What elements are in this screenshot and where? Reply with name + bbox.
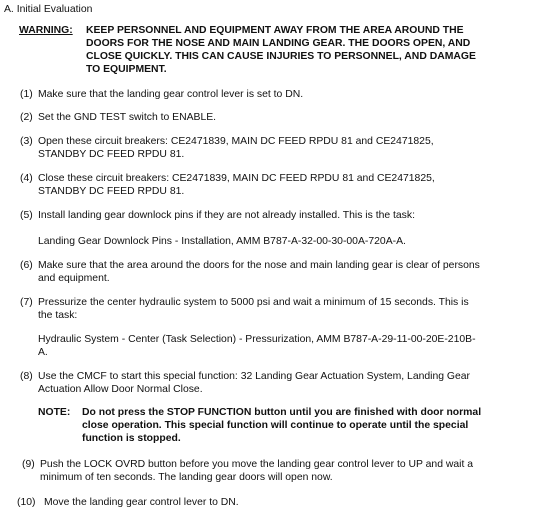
step-8-line-2: Actuation Allow Door Normal Close.: [38, 384, 203, 395]
step-7-number: (7): [20, 297, 33, 308]
step-4-number: (4): [20, 173, 33, 184]
step-7-task-reference-line-2: A.: [38, 347, 48, 358]
step-8-number: (8): [20, 371, 33, 382]
warning-line-3: CLOSE QUICKLY. THIS CAN CAUSE INJURIES TO PERSONNEL, AND DAMAGE: [86, 51, 476, 62]
warning-line-2: DOORS FOR THE NOSE AND MAIN LANDING GEAR. THE DOORS OPEN, AND: [86, 38, 471, 49]
step-3-number: (3): [20, 136, 33, 147]
note-line-1: Do not press the STOP FUNCTION button until you are finished with door normal: [82, 407, 482, 418]
step-6-number: (6): [20, 260, 33, 271]
step-3-line-2: STANDBY DC FEED RPDU 81.: [38, 149, 185, 160]
step-8-line-1: Use the CMCF to start this special function: 32 Landing Gear Actuation System, Landing Gear: [38, 371, 471, 382]
note-label: NOTE:: [38, 407, 71, 418]
step-7-line-2: the task:: [38, 310, 78, 321]
step-9-line-1: Push the LOCK OVRD button before you move the landing gear control lever to UP and wait a: [40, 459, 473, 470]
step-5-number: (5): [20, 210, 33, 221]
note-line-2: close operation. This special function will continue to operate until the special: [82, 420, 469, 431]
step-4-line-2: STANDBY DC FEED RPDU 81.: [38, 186, 185, 197]
step-10-line-1: Move the landing gear control lever to DN.: [44, 497, 239, 508]
note-line-3: function is stopped.: [82, 433, 181, 444]
step-3-line-1: Open these circuit breakers: CE2471839, MAIN DC FEED RPDU 81 and CE2471825,: [38, 136, 434, 147]
step-6-line-1: Make sure that the area around the doors for the nose and main landing gear is clear of persons: [38, 260, 480, 271]
step-9-number: (9): [22, 459, 35, 470]
step-1-number: (1): [20, 89, 33, 100]
step-10-number: (10): [17, 497, 36, 508]
step-6-line-2: and equipment.: [38, 273, 110, 284]
warning-line-4: TO EQUIPMENT.: [86, 64, 167, 75]
step-4-line-1: Close these circuit breakers: CE2471839, MAIN DC FEED RPDU 81 and CE2471825,: [38, 173, 435, 184]
step-7-line-1: Pressurize the center hydraulic system to 5000 psi and wait a minimum of 15 seconds. This is: [38, 297, 469, 308]
step-7-task-reference-line-1: Hydraulic System - Center (Task Selection) - Pressurization, AMM B787-A-29-11-00-20E-210B-: [38, 334, 476, 345]
step-2-line-1: Set the GND TEST switch to ENABLE.: [38, 112, 217, 123]
step-5-task-reference: Landing Gear Downlock Pins - Installation, AMM B787-A-32-00-30-00A-720A-A.: [38, 236, 406, 247]
step-9-line-2: minimum of ten seconds. The landing gear doors will open now.: [40, 472, 333, 483]
warning-label: WARNING:: [19, 25, 73, 36]
step-5-line-1: Install landing gear downlock pins if they are not already installed. This is the task:: [38, 210, 415, 221]
section-title: A. Initial Evaluation: [4, 4, 93, 15]
step-1-line-1: Make sure that the landing gear control lever is set to DN.: [38, 89, 304, 100]
step-2-number: (2): [20, 112, 33, 123]
warning-line-1: KEEP PERSONNEL AND EQUIPMENT AWAY FROM THE AREA AROUND THE: [86, 25, 464, 36]
